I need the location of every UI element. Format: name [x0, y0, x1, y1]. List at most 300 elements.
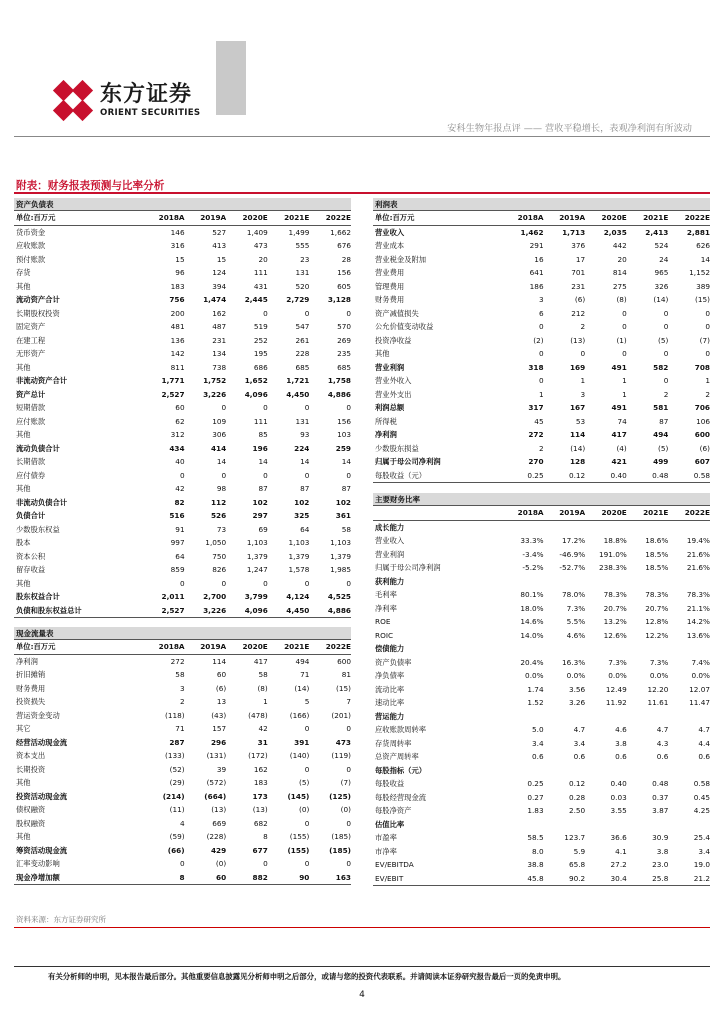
cell-value: (14): [294, 683, 310, 693]
cell-value: 19.0: [693, 860, 710, 869]
cell-value: 600: [337, 656, 351, 666]
unit-label: 单位:百万元: [14, 640, 143, 654]
cell-value: (0): [299, 805, 310, 814]
row-label: 总资产周转率: [375, 752, 419, 761]
cell-value: 1.83: [527, 806, 544, 815]
table-row: [14, 803, 351, 817]
cell-value: 1,152: [689, 268, 710, 277]
row-label: 汇率变动影响: [16, 859, 60, 868]
cell-value: 0: [221, 403, 227, 412]
table-row: [14, 320, 351, 334]
cell-value: 4.3: [656, 738, 669, 748]
cell-value: 0: [304, 403, 310, 412]
table-row: [373, 239, 710, 253]
cell-value: -3.4%: [522, 549, 544, 559]
cell-value: 33.3%: [520, 536, 544, 545]
table-row: [14, 334, 351, 348]
cell-value: 64: [175, 551, 185, 561]
row-label: 其他: [16, 578, 31, 588]
cell-value: (13): [570, 335, 586, 345]
cell-value: 1,771: [161, 376, 185, 385]
column-header: 2022E: [668, 211, 710, 225]
cell-value: 524: [654, 241, 669, 250]
cell-value: 607: [694, 457, 710, 466]
cell-value: 0: [304, 764, 310, 774]
cell-value: 442: [612, 241, 627, 250]
row-label: 固定资产: [16, 322, 46, 331]
cell-value: 0: [346, 578, 351, 588]
cell-value: 1,409: [246, 227, 268, 237]
cell-value: 1: [538, 389, 544, 399]
cell-value: 3: [538, 295, 544, 304]
cell-value: 3.55: [610, 806, 627, 815]
cell-value: 1: [580, 376, 586, 385]
table-row: [373, 253, 710, 267]
table-header-row: [373, 506, 710, 520]
cell-value: (214): [162, 791, 185, 801]
cell-value: (7): [699, 335, 710, 345]
cell-value: 4.6%: [566, 630, 586, 640]
cell-value: 0.0%: [649, 671, 669, 680]
table-row: [373, 588, 710, 602]
cell-value: [544, 764, 586, 778]
cell-value: 4,124: [286, 592, 310, 601]
cell-value: 0: [304, 859, 310, 868]
cell-value: 81: [341, 670, 351, 679]
cell-value: 0.37: [652, 792, 669, 802]
row-label: 公允价值变动收益: [375, 322, 434, 331]
balance-sheet-table: [14, 211, 351, 618]
cell-value: 2,729: [286, 295, 310, 304]
cell-value: 23: [300, 254, 310, 264]
cell-value: 14: [258, 457, 268, 466]
cell-value: 0.6: [573, 752, 586, 761]
cell-value: 0: [622, 349, 627, 358]
table-row: [373, 388, 710, 402]
cell-value: 1,103: [288, 538, 310, 547]
row-label: 净利润: [375, 430, 397, 439]
cell-value: 0.0%: [525, 671, 544, 680]
table-header-row: [373, 211, 710, 225]
cell-value: 4.25: [693, 806, 710, 815]
cell-value: 3.8: [656, 846, 669, 856]
cell-value: 376: [571, 241, 586, 250]
table-row: [14, 749, 351, 763]
cell-value: 2,881: [686, 227, 710, 237]
cell-value: 0.58: [668, 469, 710, 483]
cell-value: 1,379: [330, 551, 351, 561]
cell-value: 14.6%: [520, 617, 544, 626]
cell-value: 0.6: [531, 752, 544, 761]
column-header: 2019A: [544, 506, 586, 520]
cell-value: 0: [263, 403, 268, 412]
cell-value: 626: [696, 241, 710, 250]
cell-value: 17: [575, 254, 586, 264]
cell-value: [502, 764, 544, 778]
cell-value: 685: [337, 362, 351, 372]
cell-value: 124: [212, 268, 227, 277]
row-label: 毛利率: [375, 590, 397, 599]
row-label: 少数股东损益: [375, 443, 419, 453]
cell-value: 78.3%: [645, 590, 669, 599]
cell-value: 0: [263, 470, 268, 480]
cell-value: 60: [216, 670, 227, 679]
cell-value: 11.92: [605, 698, 627, 707]
table-row: [14, 590, 351, 604]
cell-value: 4.1: [615, 846, 627, 856]
cell-value: (14): [653, 295, 669, 304]
cell-value: (185): [331, 832, 351, 841]
cell-value: 14.0%: [520, 630, 544, 640]
cell-value: 1,758: [327, 376, 351, 385]
cell-value: 85: [258, 430, 268, 439]
disclaimer-text: 有关分析师的申明，见本报告最后部分。其他重要信息披露见分析师申明之后部分，或请与您的投资代表联系。并请阅读本证券研究报告最后一页的免责申明。: [48, 972, 566, 981]
cell-value: 13.2%: [603, 617, 627, 626]
cell-value: [668, 520, 710, 534]
cell-value: 4.7: [698, 725, 710, 734]
cell-value: 1,103: [246, 538, 268, 547]
table-row: [373, 361, 710, 375]
row-label: 营业成本: [375, 241, 405, 250]
cell-value: 487: [212, 322, 227, 331]
cell-value: 60: [175, 403, 185, 412]
table-row: [14, 604, 351, 618]
table-row: [14, 347, 351, 361]
row-label: 营业收入: [375, 536, 405, 545]
cell-value: 3.8: [615, 738, 627, 748]
cell-value: 272: [170, 656, 185, 666]
cell-value: [585, 575, 627, 589]
table-row: [14, 550, 351, 564]
table-row: [14, 722, 351, 736]
cell-value: 1: [705, 376, 710, 385]
cell-value: 111: [253, 416, 268, 426]
cell-value: 0.48: [652, 779, 669, 788]
cell-value: [668, 710, 710, 724]
cell-value: 520: [295, 281, 310, 291]
cell-value: 413: [212, 241, 227, 250]
cell-value: 90: [268, 871, 310, 885]
cell-value: -5.2%: [522, 563, 544, 572]
cell-value: 15: [175, 254, 185, 264]
cell-value: (13): [252, 805, 268, 814]
cell-value: 1,050: [205, 538, 227, 547]
cell-value: 45.8: [502, 872, 544, 886]
table-row: [373, 280, 710, 294]
cell-value: 30.4: [585, 872, 627, 886]
cell-value: 134: [212, 349, 227, 358]
cell-value: 0: [221, 470, 227, 480]
row-label: 偿债能力: [375, 644, 405, 653]
table-row: [14, 817, 351, 831]
table-row: [373, 334, 710, 348]
cell-value: 682: [253, 818, 268, 828]
cell-value: 527: [212, 227, 227, 237]
cell-value: 3,226: [203, 389, 227, 399]
cell-value: 0: [263, 578, 268, 588]
cell-value: 39: [216, 764, 227, 774]
cell-value: [585, 710, 627, 724]
cell-value: 1: [622, 389, 627, 399]
table-row: [14, 496, 351, 510]
cell-value: (155): [287, 845, 310, 855]
column-header: 2020E: [226, 211, 268, 225]
table-row: [14, 307, 351, 321]
row-label: ROE: [375, 617, 391, 626]
cell-value: 12.6%: [603, 630, 627, 640]
cell-value: 106: [696, 416, 710, 426]
cell-value: 15: [216, 254, 227, 264]
cell-value: 14: [300, 457, 310, 466]
cell-value: [627, 575, 669, 589]
cell-value: 0: [179, 578, 185, 588]
cell-value: 297: [252, 511, 268, 520]
company-logo: [50, 80, 200, 122]
column-header: 2022E: [309, 211, 351, 225]
row-label: 其他: [16, 430, 31, 439]
cell-value: 131: [295, 268, 310, 277]
cell-value: 2: [580, 322, 586, 331]
cell-value: 555: [295, 241, 310, 250]
cell-value: 25.4: [693, 833, 710, 842]
cell-value: 1,752: [203, 376, 227, 385]
cell-value: 1: [263, 697, 268, 706]
cell-value: 287: [169, 737, 185, 747]
cell-value: 20: [617, 254, 627, 264]
cell-value: 14: [700, 254, 710, 264]
cell-value: 0: [663, 376, 669, 385]
cell-value: 167: [569, 403, 586, 412]
cell-value: (5): [658, 443, 669, 453]
cell-value: 0: [346, 764, 351, 774]
row-label: EV/EBIT: [373, 872, 502, 886]
cell-value: 18.5%: [645, 563, 669, 572]
cell-value: 128: [569, 457, 586, 466]
cell-value: 1,462: [520, 227, 544, 237]
cell-value: 431: [253, 281, 268, 291]
cell-value: 2: [179, 697, 185, 706]
cell-value: 195: [253, 349, 268, 358]
cell-value: 58: [258, 670, 268, 679]
cell-value: 686: [253, 362, 268, 372]
cell-value: 547: [295, 322, 310, 331]
row-label: 获利能力: [375, 576, 405, 586]
cell-value: 429: [210, 845, 227, 855]
row-label: 其他: [16, 281, 31, 291]
column-header: 2020E: [585, 506, 627, 520]
cell-value: 131: [295, 416, 310, 426]
cell-value: (59): [169, 832, 185, 841]
cell-value: 14: [216, 457, 227, 466]
cell-value: 82: [174, 497, 185, 507]
cell-value: 526: [210, 511, 227, 520]
cell-value: 882: [226, 871, 268, 885]
cell-value: 0: [304, 470, 310, 480]
cell-value: 93: [300, 430, 310, 439]
cell-value: 156: [337, 416, 351, 426]
cell-value: 0: [346, 859, 351, 868]
row-label: 非流动资产合计: [16, 376, 68, 385]
cell-value: 27.2: [610, 860, 627, 869]
cell-value: (6): [574, 295, 586, 304]
column-header: 2018A: [502, 506, 544, 520]
row-label: 无形资产: [16, 349, 46, 358]
table-row: [14, 523, 351, 537]
table-row: [373, 534, 710, 548]
cell-value: 87: [659, 416, 669, 426]
cell-value: 18.0%: [520, 603, 544, 613]
cell-value: (0): [340, 805, 351, 814]
cell-value: (664): [204, 791, 227, 801]
cell-value: 0: [346, 470, 351, 480]
table-row: [14, 293, 351, 307]
row-label: 非流动负债合计: [16, 497, 68, 507]
table-row: [14, 709, 351, 723]
row-label: 经营活动现金流: [16, 737, 68, 747]
cell-value: 7.3%: [608, 657, 627, 667]
cell-value: 826: [212, 565, 227, 574]
cell-value: 64: [300, 524, 310, 534]
row-label: 流动负债合计: [16, 443, 60, 453]
cell-value: 3.4: [531, 738, 544, 748]
cell-value: 87: [258, 484, 268, 493]
row-label: 每股指标（元）: [375, 765, 427, 775]
table-row: [373, 320, 710, 334]
cell-value: 3,226: [185, 604, 227, 618]
cell-value: 18.8%: [603, 536, 627, 545]
cell-value: 0: [663, 308, 669, 318]
cell-value: 1,721: [286, 376, 310, 385]
cell-value: [544, 520, 586, 534]
cell-value: 0: [538, 322, 544, 331]
cell-value: 499: [653, 457, 669, 466]
cell-value: 1,985: [330, 565, 351, 574]
cell-value: 1,247: [246, 565, 268, 574]
cell-value: (6): [699, 443, 710, 453]
cell-value: 494: [295, 656, 310, 666]
cell-value: 20.7%: [645, 603, 669, 613]
column-header: 2018A: [143, 211, 185, 225]
table-row: [14, 374, 351, 388]
table-row: [373, 415, 710, 429]
row-label: 资产负债率: [375, 657, 412, 667]
cell-value: 1: [622, 376, 627, 385]
cell-value: 811: [170, 362, 185, 372]
cell-value: 4.4: [698, 738, 710, 748]
row-label: 长期借款: [16, 457, 46, 466]
cell-value: 4,886: [309, 604, 351, 618]
column-header: 2021E: [268, 211, 310, 225]
cell-value: (172): [248, 751, 268, 760]
cell-value: [668, 575, 710, 589]
cell-value: (8): [257, 683, 268, 693]
section-title: 附表：财务报表预测与比率分析: [16, 180, 165, 192]
cell-value: 17.2%: [562, 536, 586, 545]
cell-value: [544, 710, 586, 724]
cash-flow-table: [14, 640, 351, 885]
cell-value: 706: [694, 403, 710, 412]
cell-value: 259: [335, 443, 351, 453]
cell-value: 162: [253, 764, 268, 774]
cell-value: 582: [653, 362, 669, 372]
row-label: 债权融资: [16, 805, 46, 814]
unit-label: 单位:百万元: [14, 211, 143, 225]
cell-value: 20: [258, 254, 268, 264]
cell-value: 196: [252, 443, 268, 453]
cell-value: 3: [179, 683, 185, 693]
cell-value: -46.9%: [559, 549, 586, 559]
cell-value: 30.9: [652, 833, 669, 842]
row-label: 营业利润: [375, 362, 405, 372]
row-label: 其他: [16, 832, 31, 841]
cell-value: 1,499: [288, 227, 310, 237]
row-label: 利润总额: [375, 403, 405, 412]
row-label: EV/EBITDA: [375, 860, 414, 869]
cell-value: 12.2%: [645, 630, 669, 640]
row-label: 应付账款: [16, 416, 46, 426]
cell-value: (2): [533, 335, 544, 345]
cell-value: (185): [329, 845, 351, 855]
cell-value: [627, 818, 669, 832]
cell-value: 291: [529, 241, 544, 250]
cell-value: 42: [258, 724, 268, 733]
row-label: 负债合计: [16, 511, 46, 520]
column-header: 2018A: [502, 211, 544, 225]
cell-value: 80.1%: [520, 590, 544, 599]
cell-value: 87: [341, 484, 351, 493]
table-row: [373, 602, 710, 616]
table-row: [14, 239, 351, 253]
cell-value: 306: [212, 430, 227, 439]
cell-value: 491: [611, 362, 627, 372]
table-row: [14, 455, 351, 469]
row-label: 市净率: [375, 846, 397, 856]
cell-value: 2.50: [568, 806, 586, 815]
cell-value: 1,662: [330, 227, 351, 237]
cell-value: [544, 818, 586, 832]
cell-value: 0.40: [585, 469, 627, 483]
table-row: [14, 857, 351, 871]
cell-value: 103: [337, 430, 351, 439]
cell-value: 676: [337, 241, 351, 250]
logo-cn-text: 东方证券: [100, 82, 193, 108]
table-row: [373, 520, 710, 534]
table-row: [373, 872, 710, 886]
table-row: [373, 428, 710, 442]
row-label: 存货周转率: [375, 738, 412, 748]
cell-value: (140): [289, 751, 310, 760]
table-row: [373, 804, 710, 818]
row-label: 资本支出: [16, 751, 46, 760]
cell-value: (15): [695, 295, 710, 304]
row-label: 归属于母公司净利润: [375, 457, 441, 466]
cell-value: 2: [538, 443, 544, 453]
cell-value: 74: [617, 416, 627, 426]
cell-value: 87: [300, 484, 310, 493]
table-row: [373, 818, 710, 832]
cell-value: [585, 642, 627, 656]
cell-value: 0: [663, 322, 669, 331]
cell-value: 2,413: [645, 227, 669, 237]
column-header: 2020E: [585, 211, 627, 225]
row-label: 每股收益: [375, 779, 405, 788]
table-row: [14, 428, 351, 442]
cell-value: [585, 520, 627, 534]
row-label: 少数股东权益: [16, 524, 60, 534]
table-row: [373, 615, 710, 629]
table-header-row: [14, 640, 351, 654]
cell-value: 0.6: [615, 752, 627, 761]
